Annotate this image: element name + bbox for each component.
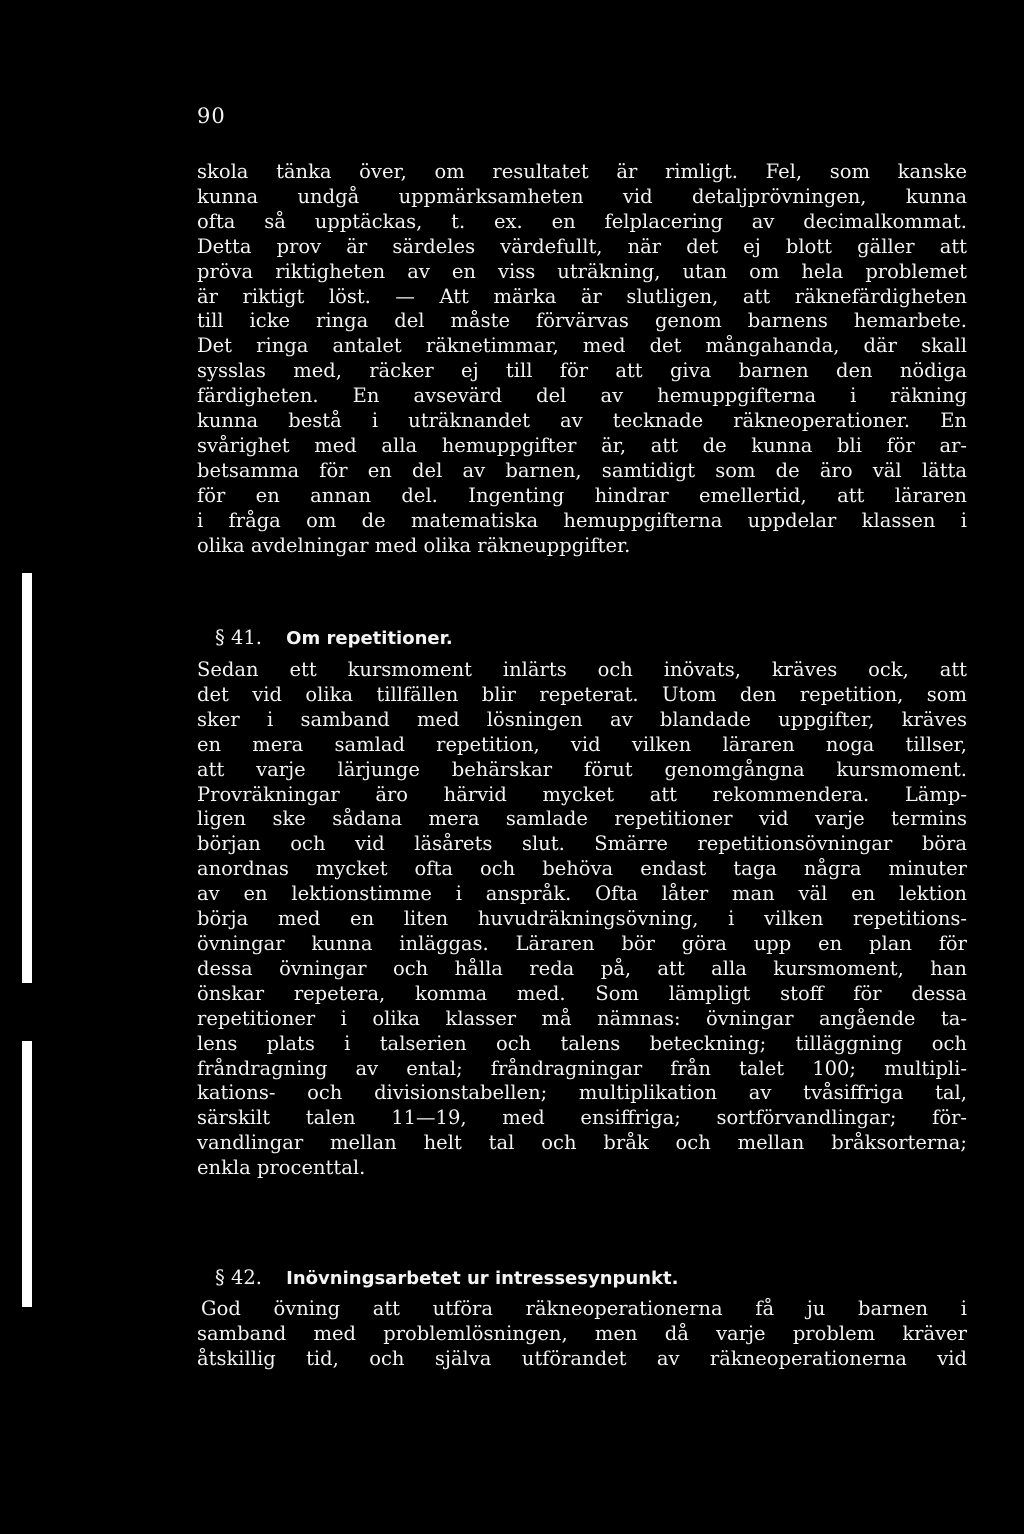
text-line: svårighet med alla hemuppgifter är, att de kunna bli för ar- [197,433,967,457]
text-line: skola tänka över, om resultatet är rimligt. Fel, som kanske [197,160,967,183]
section-number: § 42. [215,1266,262,1289]
text-line: kunna bestå i uträknandet av tecknade räkneoperationer. En [197,409,967,433]
section-title: Inövningsarbetet ur intressesynpunkt. [286,1268,679,1289]
paragraph-2 [197,658,967,1181]
text-line: betsamma för en del av barnen, samtidigt som de äro väl lätta [197,458,967,482]
section-number: § 41. [215,626,262,649]
text-line: God övning att utföra räkneoperationerna få ju barnen i [201,1297,967,1320]
text-line: vandlingar mellan helt tal och bråk och mellan bråksorterna; [197,1131,967,1155]
text-line: Detta prov är särdeles värdefullt, när det ej blott gäller att [197,234,967,258]
margin-bar-lower [22,1041,32,1307]
text-line: till icke ringa del måste förvärvas genom barnens hemarbete. [197,309,967,333]
section-42-heading [215,1266,678,1292]
text-line: färdigheten. En avsevärd del av hemuppgifterna i räkning [197,384,967,408]
text-line: åtskillig tid, och själva utförandet av räkneoperationerna vid [197,1346,967,1370]
text-line: av en lektionstimme i anspråk. Ofta låter man väl en lektion [197,882,967,906]
text-line: är riktigt löst. — Att märka är slutligen, att räknefärdigheten [197,284,967,308]
text-line: Sedan ett kursmoment inlärts och inövats, kräves ock, att [197,658,967,681]
text-line: anordnas mycket ofta och behöva endast taga några minuter [197,857,967,881]
text-line: ofta så upptäckas, t. ex. en felplacering av decimalkommat. [197,209,967,233]
text-line: lens plats i talserien och talens beteckning; tilläggning och [197,1031,967,1055]
text-line: att varje lärjunge behärskar förut genomgångna kursmoment. [197,757,967,781]
text-line: dessa övningar och hålla reda på, att alla kursmoment, han [197,956,967,980]
text-line: enkla procenttal. [197,1156,366,1180]
text-line: det vid olika tillfällen blir repeterat. Utom den repetition, som [197,682,967,706]
section-title: Om repetitioner. [286,628,453,649]
text-line: pröva riktigheten av en viss uträkning, utan om hela problemet [197,259,967,283]
text-line: särskilt talen 11—19, med ensiffriga; sortförvandlingar; för- [197,1106,967,1130]
text-line: för en annan del. Ingenting hindrar emellertid, att läraren [197,483,967,507]
text-line: ligen ske sådana mera samlade repetitioner vid varje termins [197,807,967,831]
paragraph-3 [197,1297,967,1372]
text-line: kunna undgå uppmärksamheten vid detaljprövningen, kunna [197,184,967,208]
text-line: Det ringa antalet räknetimmar, med det mångahanda, där skall [197,334,967,358]
text-line: i fråga om de matematiska hemuppgifterna uppdelar klassen i [197,508,967,532]
text-line: början och vid läsårets slut. Smärre repetitionsövningar böra [197,832,967,856]
text-line: olika avdelningar med olika räkneuppgifter. [197,533,631,557]
text-line: sker i samband med lösningen av blandade uppgifter, kräves [197,707,967,731]
margin-bar-upper [22,573,32,983]
text-line: repetitioner i olika klasser må nämnas: övningar angående ta- [197,1006,967,1030]
text-line: börja med en liten huvudräkningsövning, i vilken repetitions- [197,907,967,931]
text-line: kations- och divisionstabellen; multiplikation av tvåsiffriga tal, [197,1081,967,1105]
text-line: önskar repetera, komma med. Som lämpligt stoff för dessa [197,981,967,1005]
text-line: fråndragning av ental; fråndragningar från talet 100; multipli- [197,1056,967,1080]
text-line: samband med problemlösningen, men då varje problem kräver [197,1321,967,1345]
text-line: övningar kunna inläggas. Läraren bör göra upp en plan för [197,931,967,955]
text-line: en mera samlad repetition, vid vilken läraren noga tillser, [197,732,967,756]
page-number: 90 [197,104,226,128]
text-line: Provräkningar äro härvid mycket att rekommendera. Lämp- [197,782,967,806]
paragraph-1 [197,160,967,559]
section-41-heading [215,626,453,652]
text-line: sysslas med, räcker ej till för att giva barnen den nödiga [197,359,967,383]
